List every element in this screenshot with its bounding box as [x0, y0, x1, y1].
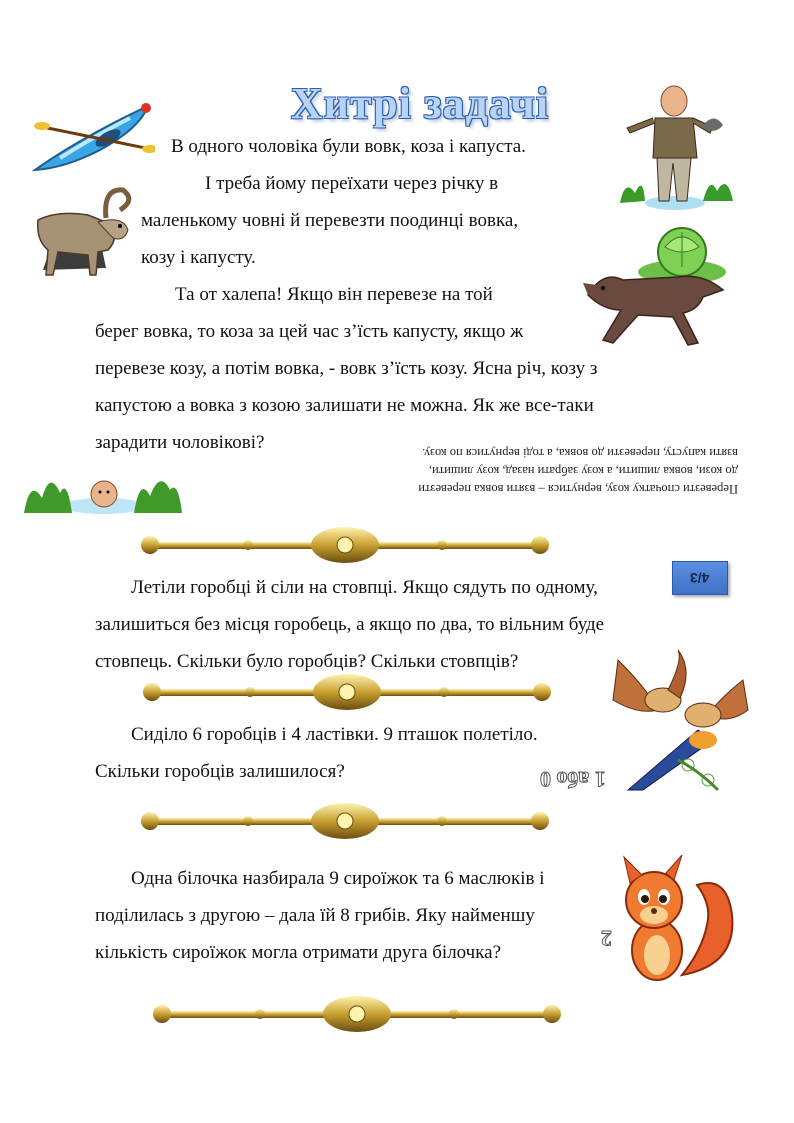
squirrel-icon: [612, 855, 737, 985]
problem1-line: В одного чоловіка були вовк, коза і капуста.: [171, 136, 526, 157]
problem1-line: капустою а вовка з козою залишати не можна. Як же все-таки: [95, 395, 594, 416]
answer-line: до кози, вовка лишити, а козу забрати назад, козу лишити,: [428, 464, 738, 478]
problem4-line: поділилась з другою – дала їй 8 грибів. Яку найменшу: [95, 905, 535, 926]
golden-divider-icon: [128, 524, 562, 568]
golden-divider-icon: [128, 800, 562, 844]
problem2-line: Летіли горобці й сіли на стовпці. Якщо сядуть по одному,: [131, 577, 598, 598]
goat-icon: [28, 180, 136, 280]
golden-divider-icon: [140, 993, 574, 1037]
problem1-line: перевезе козу, а потім вовка, - вовк з’їсть козу. Ясна річ, козу з: [95, 358, 598, 379]
problem4-line: кількість сироїжок могла отримати друга білочка?: [95, 942, 502, 963]
wolf-icon: [583, 255, 728, 350]
answer-line: Перевезти спочатку козу, вернутися – взяти вовка перевезти: [418, 482, 738, 496]
problem1-answer: [322, 444, 738, 498]
problem2-line: стовпець. Скільки було горобців? Скільки стовпців?: [95, 651, 519, 672]
problem1-line: зарадити чоловікові?: [95, 432, 265, 453]
page-title: Хитрі задачі: [290, 79, 550, 128]
problem3-answer: 1 або 0: [540, 767, 606, 792]
problem2-line: залишиться без місця горобець, а якщо по два, то вільним буде: [95, 614, 605, 635]
problem4-line: Одна білочка назбирала 9 сироїжок та 6 маслюків і: [131, 868, 545, 889]
problem1-line: Та от халепа! Якщо він перевезе на той: [175, 284, 493, 305]
problem1-line: маленькому човні й перевезти поодинці вовка,: [141, 210, 519, 231]
kayak-icon: [30, 98, 155, 180]
problem3-line: Скільки горобців залишилося?: [95, 761, 345, 782]
swimmer-icon: [22, 458, 184, 520]
problem2-answer-badge: [672, 561, 728, 595]
problem1-line: І треба йому переїхати через річку в: [205, 173, 499, 194]
problem4-answer: 2: [601, 926, 612, 951]
problem1-line: берег вовка, то коза за цей час з’їсть капусту, якщо ж: [95, 321, 524, 342]
problem2-answer: 4/3: [690, 570, 710, 586]
problem1-line: козу і капусту.: [141, 247, 256, 268]
birds-icon: [608, 640, 753, 800]
answer-line: взяти капусту, перевезти до вовка, а тоді вернутися по козу.: [422, 446, 738, 460]
man-icon: [615, 83, 740, 218]
problem3-line: Сиділо 6 горобців і 4 ластівки. 9 пташок полетіло.: [131, 724, 538, 745]
